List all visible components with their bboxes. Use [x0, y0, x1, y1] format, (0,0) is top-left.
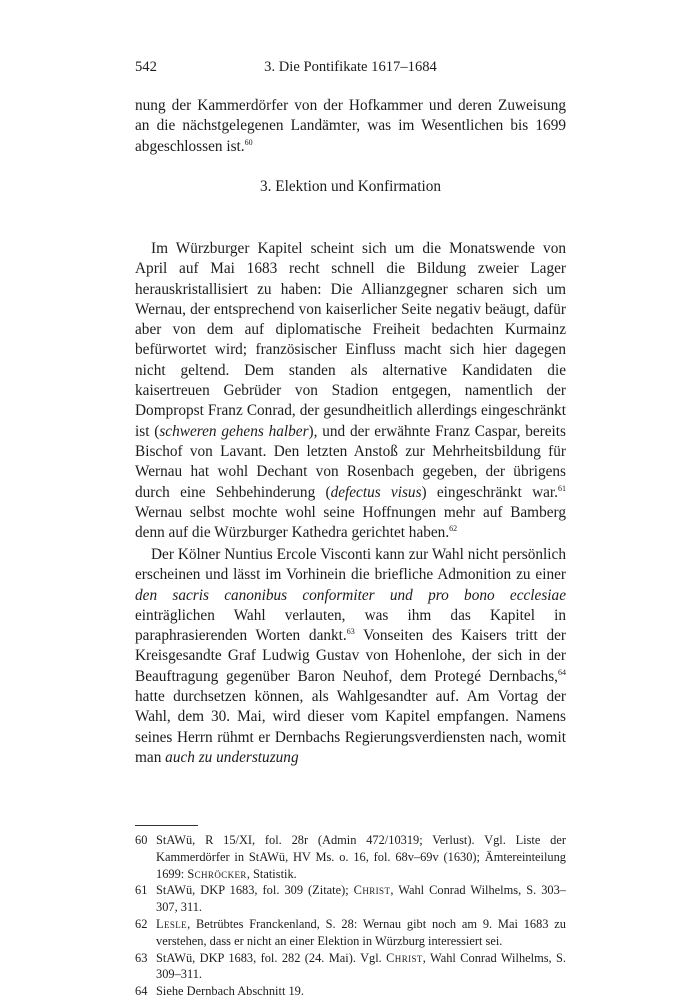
footnote: 60 StAWü, R 15/XI, fol. 28r (Admin 472/10319; Verlust). Vgl. Liste der Kammerdörfer in StAWü, HV Ms. o. 16, fol. 68v–69v (1630); Ämtereinteilung 1699: Schröcker, Statistik.: [135, 833, 566, 881]
footnotes: [135, 832, 566, 1000]
author-smallcaps: Schröcker: [187, 866, 247, 881]
continued-paragraph: nung der Kammerdörfer von der Hofkammer und deren Zuweisung an die nächstgelegenen Landämter, was im Wesentlichen bis 1699 abgeschlossen ist.$^{60}$: [135, 97, 566, 155]
footnote-ref-63[interactable]: 63: [346, 627, 355, 637]
footnote-ref-62[interactable]: 62: [449, 524, 458, 534]
footnote-ref-64[interactable]: 64: [558, 667, 566, 677]
quote-italic: schweren gehens halber: [159, 422, 309, 440]
quote-italic-end: auch zu understuzung: [165, 748, 299, 766]
footnote-number: 60: [135, 833, 148, 847]
footnote-ref-61[interactable]: 61: [558, 483, 566, 493]
page-header: [135, 59, 566, 79]
footnote-ref-60[interactable]: 60: [244, 137, 253, 147]
footnote-number: 64: [135, 984, 148, 999]
footnote-number: 62: [135, 916, 148, 931]
footnote: 62 Lesle, Betrübtes Franckenland, S. 28: Wernau gibt noch am 9. Mai 1683 zu verstehen, dass er nicht an einer Elektion in Würzburg interessiert sei.: [135, 916, 566, 948]
footnote: 64 Siehe Dernbach Abschnitt 19.: [135, 984, 304, 999]
footnote-number: 63: [135, 950, 148, 965]
paragraph-nuncio: Der Kölner Nuntius Ercole Visconti kann zur Wahl nicht persönlich erscheinen und lässt im Vorhinein die briefliche Admonition zu einer den sacris canonibus conformiter und pro bono ecclesiae einträglichen Wahl verlauten, was ihm das Kapitel in paraphrasierenden Worten dankt.$^{63}$ Vonseiten des Kaisers tritt der Kreisgesandte Graf Ludwig Gustav von Hohenlohe, der sich in der Beauftragung gegenüber Baron Neuhof, dem Protegé Dernbachs,$^{64}$ hatte durchsetzen können, als Wahlgesandter auf. Am Vortag der Wahl, dem 30. Mai, wird dieser vom Kapitel empfangen. Namens seines Herrn rühmt er Dernbachs Regierungsverdiensten nach, womit man auch zu understuzung: [135, 546, 566, 766]
author-smallcaps: Christ: [353, 883, 391, 898]
paragraph-election-camps: Im Würzburger Kapitel scheint sich um die Monatswende von April auf Mai 1683 recht schnell die Bildung zweier Lager herauskristallisiert zu haben: Die Allianzgegner scharen sich um Wernau, der entsprechend von kaiserlicher Seite negativ beäugt, dafür aber von dem auf diplomatische Freiheit bedachten Kurmainz befürwortet wird; französischer Einfluss macht sich hier dagegen nicht geltend. Dem standen als alternative Kandidaten die kaisertreuen Gebrüder von Stadion entgegen, namentlich der Dompropst Franz Conrad, der gesundheitlich allerdings eingeschränkt ist (schweren gehens halber), und der erwähnte Franz Caspar, bereits Bischof von Lavant. Den letzten Anstoß zur Mehrheitsbildung für Wernau hat wohl Dechant von Rosenbach gegeben, der übrigens durch eine Sehbehinderung (defectus visus) eingeschränkt war.$^{61}$ Wernau selbst mochte wohl seine Hoffnungen mehr auf Bamberg denn auf die Würzburger Kathedra gerichtet haben.$^{62}$: [135, 240, 566, 542]
author-smallcaps: Lesle: [156, 916, 188, 931]
section-heading: 3. Elektion und Konfirmation: [260, 178, 441, 195]
footnote: 61 StAWü, DKP 1683, fol. 309 (Zitate); Christ, Wahl Conrad Wilhelms, S. 303–307, 311.: [135, 883, 566, 915]
author-smallcaps: Christ: [386, 950, 423, 965]
footnote-separator: [135, 825, 198, 826]
page-number: 542: [135, 59, 157, 75]
latin-phrase-italic: den sacris canonibus conformiter und pro bono ecclesiae: [135, 586, 566, 604]
footnote-number: 61: [135, 883, 148, 898]
latin-term-italic: defectus visus: [330, 483, 422, 501]
running-title: 3. Die Pontifikate 1617–1684: [264, 59, 437, 75]
footnote: 63 StAWü, DKP 1683, fol. 282 (24. Mai). Vgl. Christ, Wahl Conrad Wilhelms, S. 309–311.: [135, 950, 566, 982]
